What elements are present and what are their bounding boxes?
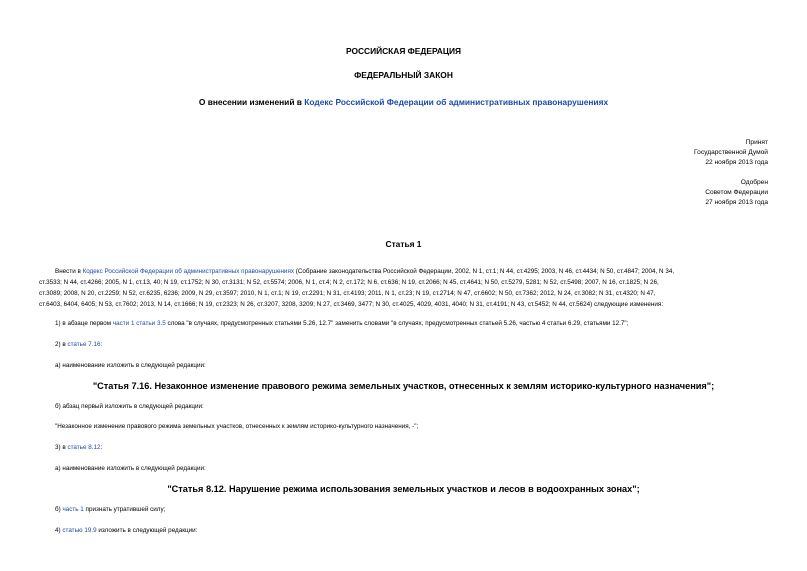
- item-3-prefix: 3) в: [55, 444, 68, 451]
- article-heading: Статья 1: [385, 239, 422, 249]
- item-3a: а) наименование изложить в следующей редакции:: [55, 465, 206, 472]
- intro-line-1-rest: (Собрание законодательства Российской Федерации, 2002, N 1, ст.1; N 44, ст.4295; 2003, N 46, ст.4434; N 50, ст.4847; 2004, N 34,: [294, 268, 675, 275]
- item-2-suffix: :: [100, 341, 103, 348]
- code-link[interactable]: Кодекс Российской Федерации об административных правонарушениях: [304, 97, 609, 107]
- adopted-label: Принят: [745, 139, 768, 146]
- item-2b: б) абзац первый изложить в следующей редакции:: [55, 403, 204, 410]
- approved-by: Советом Федерации: [705, 189, 768, 196]
- item-3b-link[interactable]: часть 1: [62, 506, 84, 513]
- item-1-prefix: 1) в абзаце первом: [55, 320, 113, 327]
- item-4: [55, 527, 197, 534]
- item-3b: [55, 506, 165, 513]
- item-3b-rest: признать утратившей силу;: [83, 506, 166, 513]
- item-2: [55, 341, 102, 348]
- adopted-date: 22 ноября 2013 года: [705, 159, 768, 166]
- intro-line-2: ст.3533; N 44, ст.4266; 2005, N 1, ст.13, 40; N 19, ст.1752; N 30, ст.3131; N 52, ст.5574; 2006, N 1, ст.4; N 2, ст.172; N 6, ст.636; N 19, ст.2066; N 45, ст.4641; N 50, ст.5279, 5281; N 52, ст.5498; 2007, N 16, ст.1825; N 26,: [39, 279, 659, 286]
- item-2-quote: "Незаконное изменение правового режима земельных участков, отнесенных к землям историко-культурного назначения, -";: [55, 423, 419, 430]
- approved-label: Одобрен: [740, 179, 768, 186]
- item-4-rest: изложить в следующей редакции:: [96, 527, 198, 534]
- approval-block: [705, 178, 768, 208]
- item-3-new-heading: "Статья 8.12. Нарушение режима использования земельных участков и лесов в водоохранных зонах";: [167, 484, 640, 494]
- law-type-heading: ФЕДЕРАЛЬНЫЙ ЗАКОН: [354, 70, 453, 80]
- item-2a: а) наименование изложить в следующей редакции:: [55, 362, 206, 369]
- intro-line-3: ст.3089; 2008, N 20, ст.2259; N 52, ст.6235, 6236; 2009, N 29, ст.3597; 2010, N 1, ст.1; N 19, ст.2291; N 31, ст.4193; 2011, N 1, ст.23; N 19, ст.2714; N 47, ст.6602; N 50, ст.7362; 2012, N 24, ст.3082; N 31, ст.4320; N 47,: [39, 290, 656, 297]
- intro-prefix: Внести в: [55, 268, 83, 275]
- item-2-link[interactable]: статье 7.16: [67, 341, 101, 348]
- item-3: [55, 444, 102, 451]
- law-title: [0, 97, 807, 107]
- item-4-prefix: 4): [55, 527, 63, 534]
- law-title-prefix: О внесении изменений в: [198, 97, 305, 107]
- adopted-by: Государственной Думой: [694, 149, 768, 156]
- intro-line-4: ст.6403, 6404, 6405; N 53, ст.7602; 2013, N 14, ст.1666; N 19, ст.2323; N 26, ст.3207, 3208, 3209; N 27, ст.3469, 3477; N 30, ст.4025, 4029, 4031, 4040; N 31, ст.4191; N 43, ст.5452; N 44, ст.5624) следующие изменения:: [39, 301, 664, 308]
- intro-code-link[interactable]: Кодекс Российской Федерации об административных правонарушениях: [82, 268, 295, 275]
- adoption-block: [694, 138, 768, 168]
- item-3b-prefix: б): [55, 506, 63, 513]
- item-1-rest: слова "в случаях, предусмотренных статьями 5.26, 12.7" заменить словами "в случаях, предусмотренных статьей 5.26, частью 4 статьи 6.29, статьями 12.7";: [165, 320, 629, 327]
- item-1: [55, 320, 628, 327]
- item-3-link[interactable]: статье 8.12: [67, 444, 101, 451]
- intro-line-1: [55, 266, 674, 277]
- item-2-prefix: 2) в: [55, 341, 68, 348]
- approved-date: 27 ноября 2013 года: [705, 199, 768, 206]
- country-heading: РОССИЙСКАЯ ФЕДЕРАЦИЯ: [345, 46, 462, 56]
- item-1-link[interactable]: части 1 статьи 3.5: [112, 320, 166, 327]
- item-2-new-heading: "Статья 7.16. Незаконное изменение правового режима земельных участков, отнесенных к землям историко-культурного назначения";: [92, 381, 715, 391]
- item-3-suffix: :: [100, 444, 103, 451]
- item-4-link[interactable]: статью 19.9: [62, 527, 97, 534]
